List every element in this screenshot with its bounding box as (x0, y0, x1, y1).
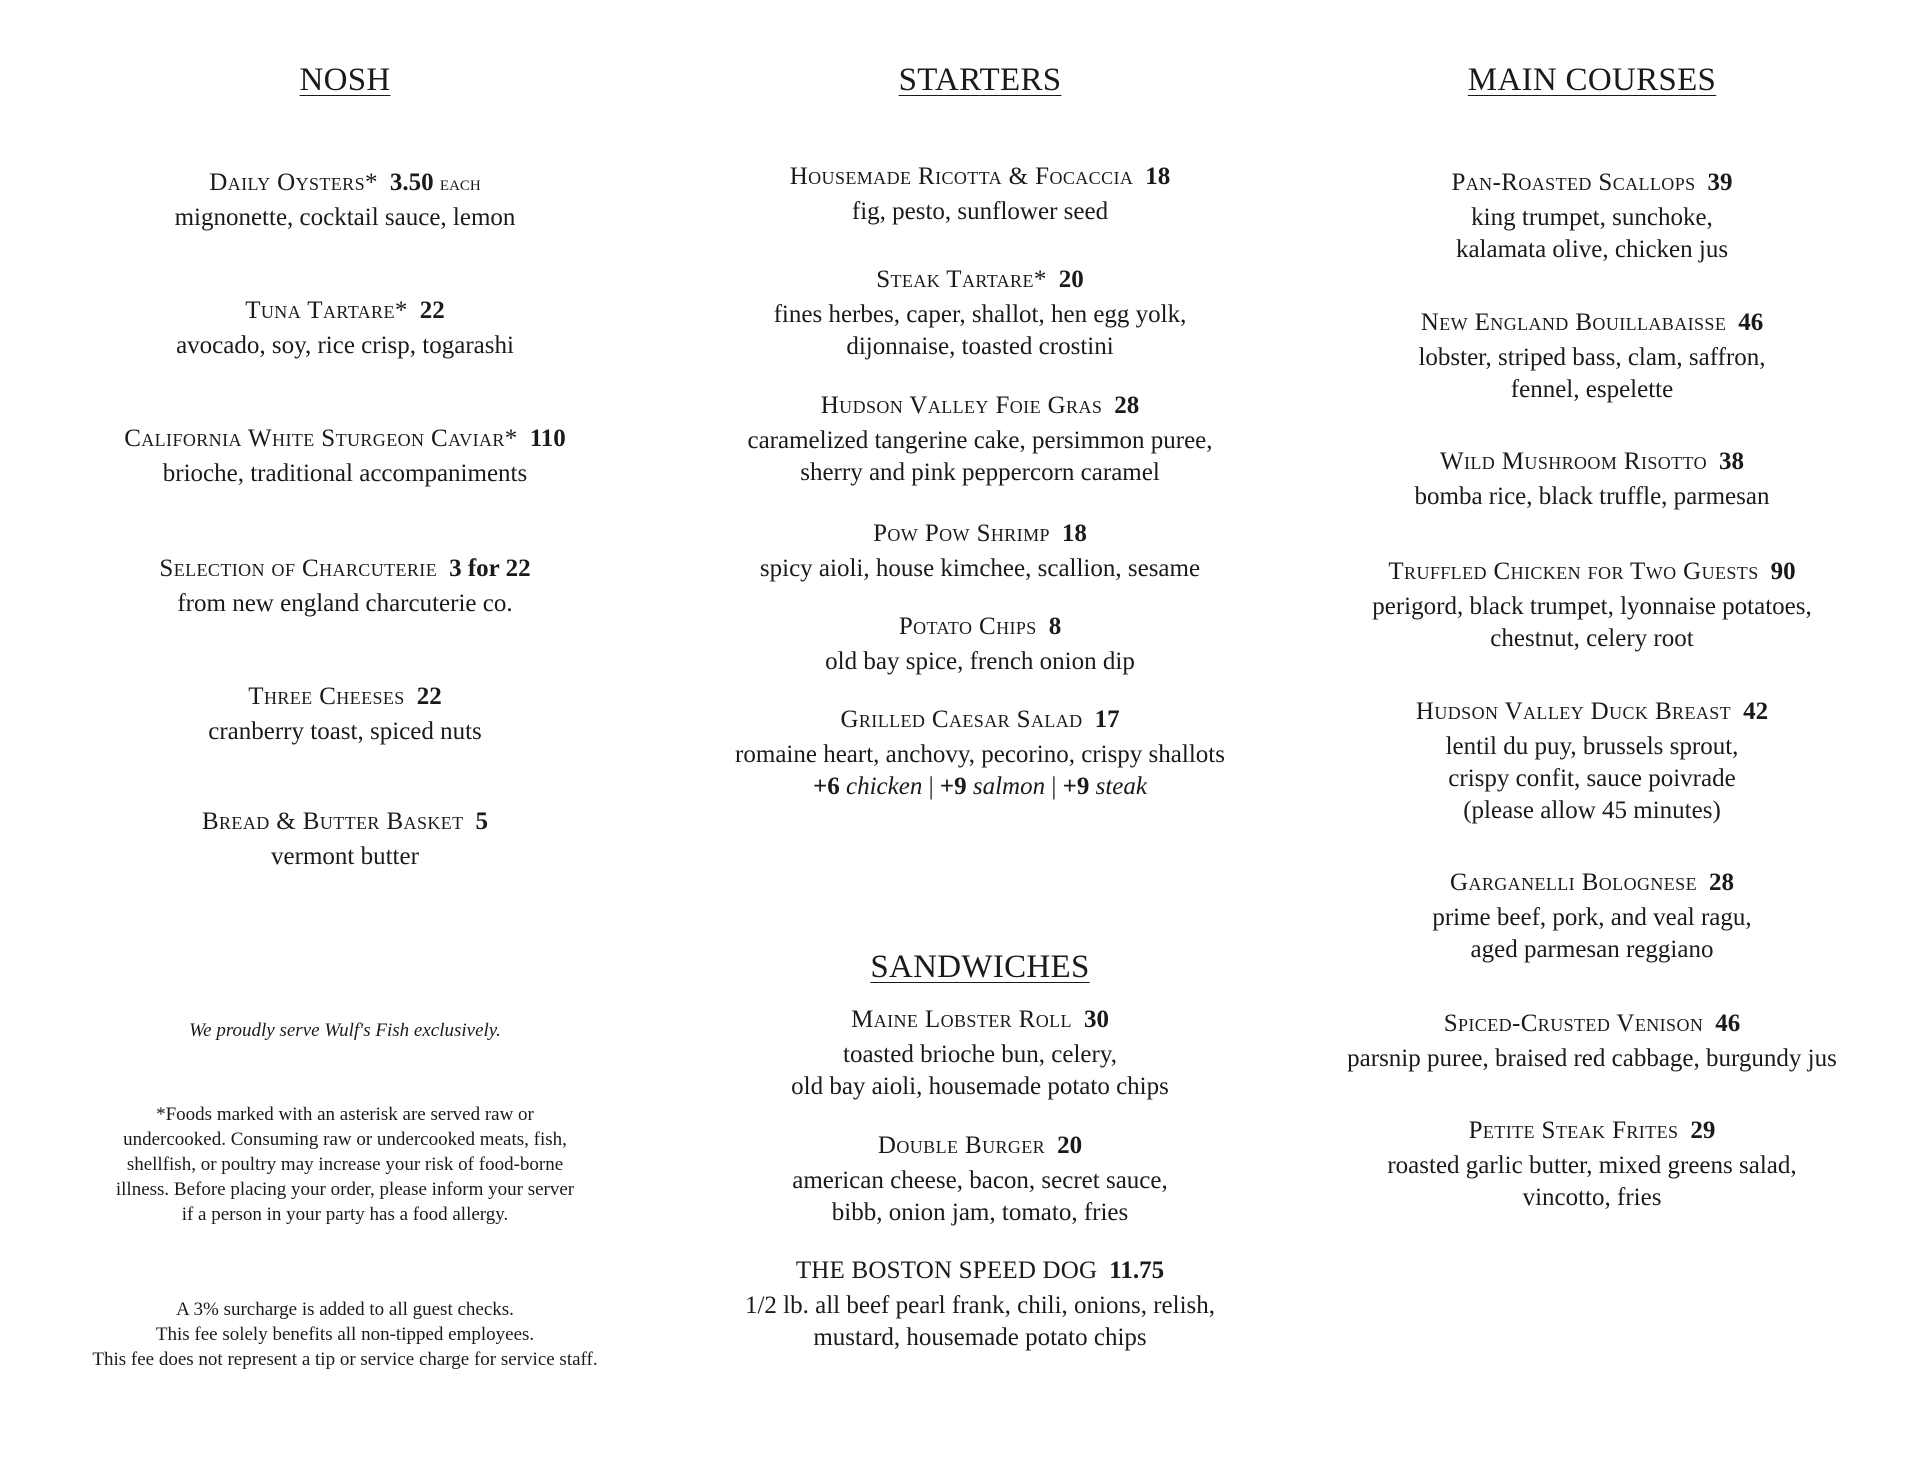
menu-item (1272, 307, 1912, 406)
item-name: Spiced-Crusted Venison (1443, 1010, 1704, 1037)
mains-heading: MAIN COURSES (1467, 62, 1717, 98)
item-description: mignonette, cocktail sauce, lemon (174, 204, 516, 231)
item-price: 11.75 (1109, 1257, 1165, 1284)
item-name: New England Bouillabaisse (1420, 309, 1727, 336)
menu-item (660, 704, 1300, 803)
item-price: 22 (416, 683, 442, 710)
nosh-heading: NOSH (299, 62, 391, 98)
menu-item (660, 611, 1300, 678)
item-name: Selection of Charcuterie (159, 555, 438, 582)
item-description: fig, pesto, sunflower seed (851, 198, 1109, 225)
item-description: brioche, traditional accompaniments (162, 460, 528, 487)
item-price: 17 (1094, 706, 1120, 733)
item-price: 5 (475, 808, 489, 835)
menu-item (660, 1004, 1300, 1103)
menu-item (660, 264, 1300, 363)
item-description: aged parmesan reggiano (1470, 936, 1714, 963)
item-price: 42 (1743, 698, 1769, 725)
item-description: toasted brioche bun, celery, (843, 1041, 1117, 1068)
item-description: lobster, striped bass, clam, saffron, (1418, 344, 1766, 371)
item-name: Wild Mushroom Risotto (1439, 448, 1708, 475)
menu-item (25, 295, 665, 362)
starters-heading: STARTERS (898, 62, 1062, 98)
item-description: (please allow 45 minutes) (1463, 797, 1721, 824)
item-description: sherry and pink peppercorn caramel (800, 459, 1160, 486)
item-price: 22 (419, 297, 445, 324)
menu-item (25, 806, 665, 873)
menu-item (25, 167, 665, 234)
item-description: roasted garlic butter, mixed greens salad, (1387, 1152, 1797, 1179)
item-description: king trumpet, sunchoke, (1471, 204, 1713, 231)
item-description: perigord, black trumpet, lyonnaise potatoes, (1372, 593, 1812, 620)
menu-item (25, 423, 665, 490)
item-name: Maine Lobster Roll (851, 1006, 1072, 1033)
surcharge-note: A 3% surcharge is added to all guest checks. This fee solely benefits all non-tipped employees. This fee does not represent a tip or service charge for service staff. (92, 1299, 598, 1370)
item-price: 3.50 each (389, 169, 481, 196)
item-description: mustard, housemade potato chips (813, 1324, 1147, 1351)
sandwiches-heading: SANDWICHES (870, 949, 1090, 985)
item-description: parsnip puree, braised red cabbage, burgundy jus (1347, 1045, 1837, 1072)
item-price: 18 (1145, 163, 1171, 190)
menu-item (1272, 446, 1912, 513)
menu-item (1272, 1115, 1912, 1214)
item-name: California White Sturgeon Caviar* (124, 425, 518, 452)
item-description: vincotto, fries (1522, 1184, 1662, 1211)
item-price: 39 (1707, 169, 1733, 196)
menu-item (1272, 696, 1912, 827)
item-name: Tuna Tartare* (245, 297, 408, 324)
item-description: crispy confit, sauce poivrade (1448, 765, 1736, 792)
item-price: 18 (1061, 520, 1087, 547)
item-name: Daily Oysters* (209, 169, 378, 196)
item-description: spicy aioli, house kimchee, scallion, sesame (759, 555, 1201, 582)
menu-item (1272, 867, 1912, 966)
item-name: Petite Steak Frites (1468, 1117, 1679, 1144)
item-description: old bay aioli, housemade potato chips (791, 1073, 1169, 1100)
item-description: fennel, espelette (1510, 376, 1674, 403)
item-price: 3 for 22 (449, 555, 531, 582)
item-price: 20 (1058, 266, 1084, 293)
item-description: 1/2 lb. all beef pearl frank, chili, onions, relish, (744, 1292, 1215, 1319)
item-description: fines herbes, caper, shallot, hen egg yolk, (773, 301, 1187, 328)
allergy-note: *Foods marked with an asterisk are served raw or undercooked. Consuming raw or undercooked meats, fish, shellfish, or poultry may increase your risk of food-borne illness. Before placing your order, please inform your server if a person in your party has a food allergy. (115, 1104, 575, 1225)
item-description: old bay spice, french onion dip (825, 648, 1135, 675)
item-price: 28 (1114, 392, 1140, 419)
item-name: Pan-Roasted Scallops (1451, 169, 1696, 196)
item-name: Hudson Valley Foie Gras (820, 392, 1103, 419)
item-price: 38 (1719, 448, 1745, 475)
item-price: 29 (1690, 1117, 1716, 1144)
item-description: lentil du puy, brussels sprout, (1445, 733, 1739, 760)
item-name: Double Burger (877, 1132, 1046, 1159)
menu-item (1272, 556, 1912, 655)
item-description: kalamata olive, chicken jus (1455, 236, 1729, 263)
menu-item (660, 1255, 1300, 1354)
item-description: prime beef, pork, and veal ragu, (1432, 904, 1752, 931)
item-description: caramelized tangerine cake, persimmon puree, (747, 427, 1213, 454)
item-name: Hudson Valley Duck Breast (1415, 698, 1732, 725)
item-name: Truffled Chicken for Two Guests (1388, 558, 1759, 585)
menu-item (1272, 1008, 1912, 1075)
item-price: 28 (1708, 869, 1734, 896)
item-name: Grilled Caesar Salad (840, 706, 1083, 733)
item-description: dijonnaise, toasted crostini (846, 333, 1114, 360)
menu-item (25, 553, 665, 620)
item-name: Three Cheeses (248, 683, 405, 710)
item-name: THE BOSTON SPEED DOG (795, 1257, 1098, 1284)
item-description: romaine heart, anchovy, pecorino, crispy shallots (735, 741, 1225, 768)
item-description: chestnut, celery root (1490, 625, 1694, 652)
mains-column (1272, 0, 1912, 1484)
starters-column (660, 0, 1300, 1484)
item-name: Pow Pow Shrimp (873, 520, 1050, 547)
item-price: 20 (1057, 1132, 1083, 1159)
item-name: Potato Chips (898, 613, 1037, 640)
caesar-addons: +6 chicken | +9 salmon | +9 steak (813, 773, 1147, 800)
menu-item (25, 681, 665, 748)
menu-item (660, 518, 1300, 585)
item-price: 46 (1738, 309, 1764, 336)
item-description: bomba rice, black truffle, parmesan (1414, 483, 1770, 510)
menu-item (660, 1130, 1300, 1229)
menu-item (660, 161, 1300, 228)
item-name: Bread & Butter Basket (201, 808, 464, 835)
item-description: cranberry toast, spiced nuts (208, 718, 482, 745)
item-description: vermont butter (271, 843, 419, 870)
item-description: american cheese, bacon, secret sauce, (792, 1167, 1168, 1194)
fish-supplier-note: We proudly serve Wulf's Fish exclusively. (189, 1020, 501, 1041)
item-price: 90 (1770, 558, 1796, 585)
item-price: 30 (1083, 1006, 1109, 1033)
item-description: bibb, onion jam, tomato, fries (831, 1199, 1129, 1226)
item-name: Garganelli Bolognese (1450, 869, 1697, 896)
item-description: avocado, soy, rice crisp, togarashi (176, 332, 514, 359)
item-name: Housemade Ricotta & Focaccia (789, 163, 1134, 190)
item-price: 8 (1048, 613, 1062, 640)
item-price: 110 (529, 425, 566, 452)
menu-item (660, 390, 1300, 489)
item-description: from new england charcuterie co. (177, 590, 513, 617)
item-price: 46 (1715, 1010, 1741, 1037)
item-name: Steak Tartare* (876, 266, 1047, 293)
nosh-column (25, 0, 665, 1484)
menu-item (1272, 167, 1912, 266)
